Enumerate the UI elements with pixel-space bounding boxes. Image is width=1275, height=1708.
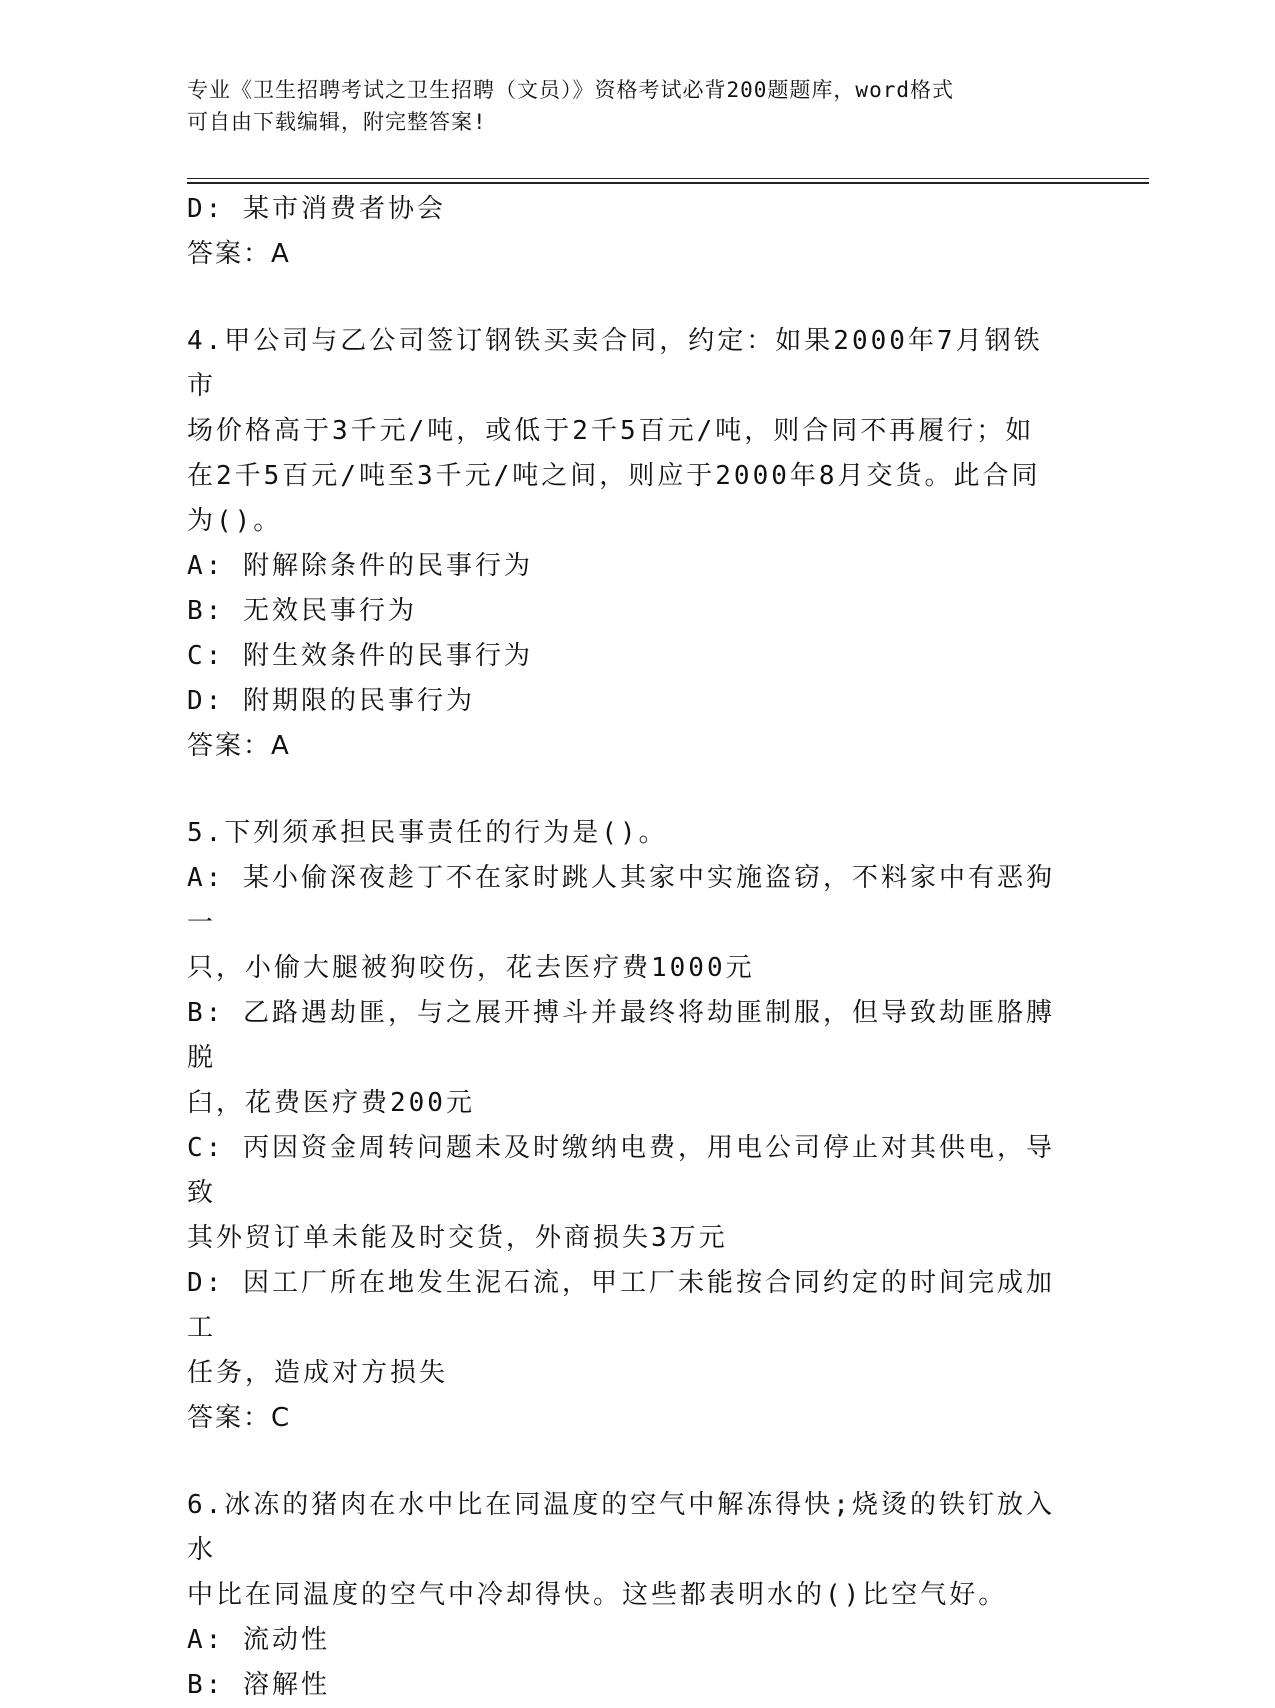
option-d-line: D: 因工厂所在地发生泥石流，甲工厂未能按合同约定的时间完成加工: [187, 1268, 1055, 1343]
question-stem-line: 为()。: [187, 506, 283, 536]
spacer: [187, 769, 1067, 811]
header-line-1: 专业《卫生招聘考试之卫生招聘（文员）》资格考试必背200题题库，word格式: [187, 78, 954, 102]
header-line-2: 可自由下载编辑，附完整答案!: [187, 110, 487, 134]
header-divider-thick: [187, 182, 1149, 184]
option-d-line: 任务，造成对方损失: [187, 1358, 449, 1388]
option-c-line: 其外贸订单未能及时交货，外商损失3万元: [187, 1223, 728, 1253]
question-4: [187, 319, 1067, 769]
option-b: B: 溶解性: [187, 1670, 330, 1700]
option-a: A: 附解除条件的民事行为: [187, 551, 533, 581]
option-c-line: C: 丙因资金周转问题未及时缴纳电费，用电公司停止对其供电，导致: [187, 1133, 1055, 1208]
option-b: B: 无效民事行为: [187, 596, 417, 626]
question-stem-line: 在2千5百元/吨至3千元/吨之间，则应于2000年8月交货。此合同: [187, 461, 1041, 491]
question-stem-line: 6.冰冻的猪肉在水中比在同温度的空气中解冻得快;烧烫的铁钉放入水: [187, 1490, 1055, 1565]
answer: 答案：A: [187, 239, 291, 269]
option-c: C: 附生效条件的民事行为: [187, 641, 533, 671]
spacer: [187, 1441, 1067, 1483]
option-a-line: A: 某小偷深夜趁丁不在家时跳人其家中实施盗窃，不料家中有恶狗一: [187, 863, 1055, 938]
question-stem-line: 场价格高于3千元/吨，或低于2千5百元/吨，则合同不再履行；如: [187, 416, 1035, 446]
document-header: [187, 74, 1067, 138]
option-d: D: 附期限的民事行为: [187, 686, 475, 716]
question-stem-line: 4.甲公司与乙公司签订钢铁买卖合同，约定：如果2000年7月钢铁市: [187, 326, 1043, 401]
option-b-line: 臼，花费医疗费200元: [187, 1088, 475, 1118]
option-b-line: B: 乙路遇劫匪，与之展开搏斗并最终将劫匪制服，但导致劫匪胳膊脱: [187, 998, 1055, 1073]
option-a: A: 流动性: [187, 1625, 330, 1655]
option-d: D: 某市消费者协会: [187, 194, 446, 224]
header-divider-thin: [187, 178, 1149, 179]
document-body: [187, 187, 1067, 1708]
question-5: [187, 811, 1067, 1441]
question-stem: 5.下列须承担民事责任的行为是()。: [187, 818, 668, 848]
option-a-line: 只，小偷大腿被狗咬伤，花去医疗费1000元: [187, 953, 755, 983]
question-3-tail: [187, 187, 1067, 277]
question-6: [187, 1483, 1067, 1708]
spacer: [187, 277, 1067, 319]
question-stem-line: 中比在同温度的空气中冷却得快。这些都表明水的()比空气好。: [187, 1580, 1008, 1610]
answer: 答案：A: [187, 731, 291, 761]
answer: 答案：C: [187, 1403, 292, 1433]
